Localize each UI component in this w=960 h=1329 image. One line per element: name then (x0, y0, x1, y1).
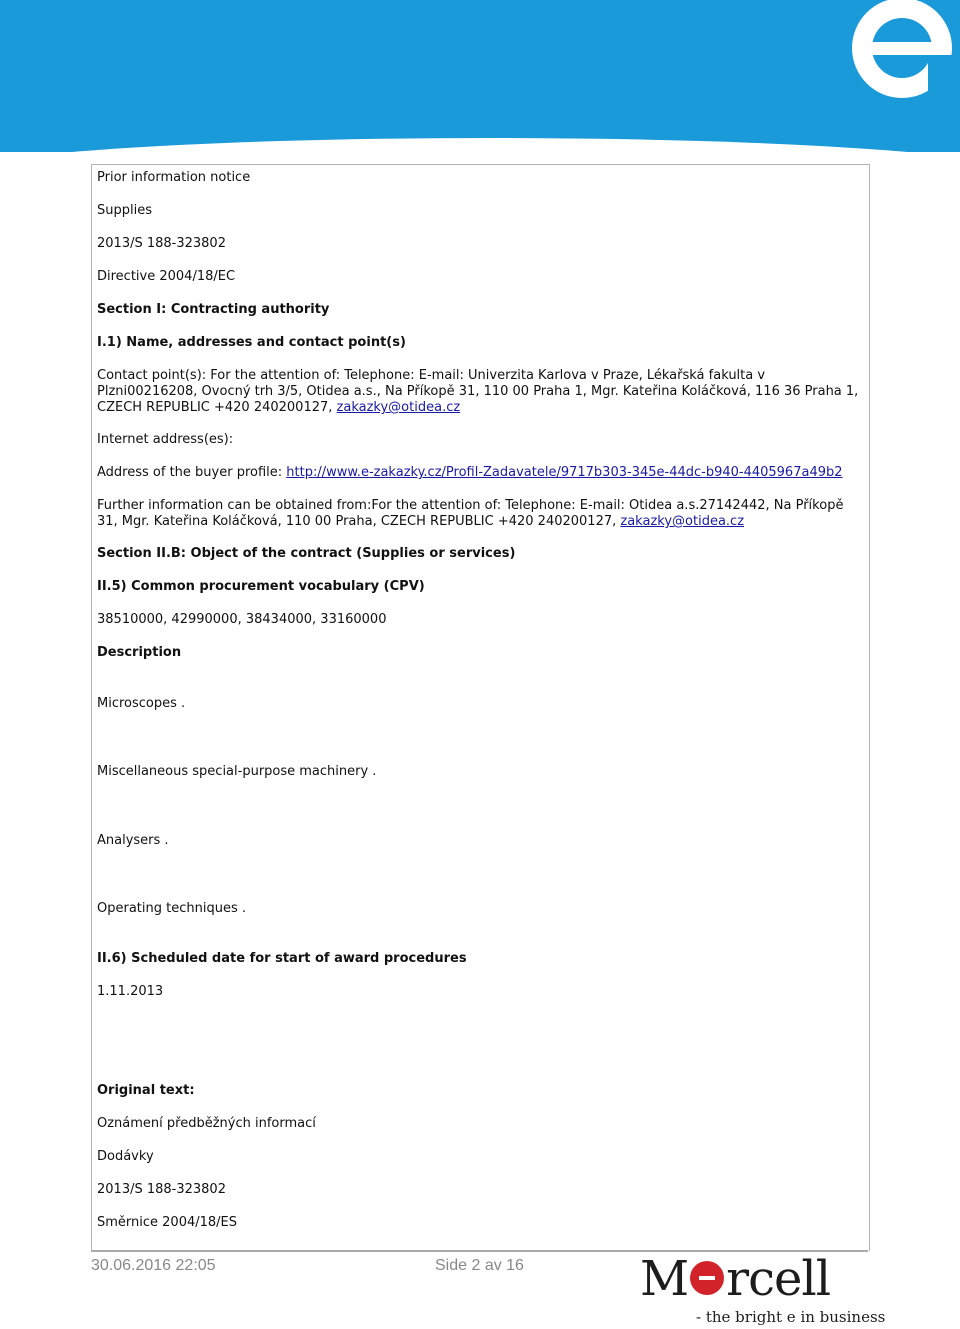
section-heading: Section I: Contracting authority (97, 302, 330, 317)
directive: Directive 2004/18/EC (97, 269, 236, 284)
description-item: Analysers . (97, 833, 169, 848)
notice-number: 2013/S 188-323802 (97, 236, 226, 251)
original-directive: Směrnice 2004/18/ES (97, 1215, 238, 1230)
contact-paragraph (97, 368, 865, 416)
logo-letter-m: M (640, 1251, 689, 1307)
description-item: Microscopes . (97, 696, 186, 711)
header-band (0, 0, 960, 152)
contact-text: Contact point(s): For the attention of: Telephone: E-mail: Univerzita Karlova v Praze, Lékařská fakulta v Plzni00216208, Ovocný trh 3/5, Otidea a.s., Na Příkopě 31, 110 00 Praha 1, Mgr. Kateřina Koláčková, 116 36 Praha 1, CZECH REPUBLIC +420 240200127, (97, 368, 859, 415)
subsection-heading: I.1) Name, addresses and contact point(s) (97, 335, 406, 350)
footer-page-number: Side 2 av 16 (435, 1257, 524, 1274)
scheduled-date: 1.11.2013 (97, 984, 164, 999)
further-info-email-link[interactable]: zakazky@otidea.cz (620, 514, 745, 529)
logo-letters-rcell: rcell (726, 1251, 831, 1307)
buyer-profile-label: Address of the buyer profile: (97, 465, 287, 480)
notice-title: Prior information notice (97, 170, 251, 185)
original-type: Dodávky (97, 1149, 154, 1164)
further-info-text: Further information can be obtained from:For the attention of: Telephone: E-mail: Otidea a.s.27142442, Na Příkopě 31, Mgr. Kateřina Koláčková, 110 00 Praha, CZECH REPUBLIC +420 240200127, (97, 498, 844, 529)
cpv-codes: 38510000, 42990000, 38434000, 33160000 (97, 612, 387, 627)
internet-address-label: Internet address(es): (97, 432, 234, 447)
original-title: Oznámení předběžných informací (97, 1116, 316, 1131)
description-item: Operating techniques . (97, 901, 246, 916)
footer-date: 30.06.2016 22:05 (91, 1257, 216, 1274)
e-logo-icon (832, 0, 960, 105)
subsection-heading: II.6) Scheduled date for start of award procedures (97, 951, 467, 966)
description-heading: Description (97, 645, 182, 660)
marcell-logo (640, 1251, 886, 1327)
section-heading: Section II.B: Object of the contract (Supplies or services) (97, 546, 516, 561)
email-link[interactable]: zakazky@otidea.cz (336, 400, 461, 415)
buyer-profile-line (97, 465, 865, 481)
buyer-profile-link[interactable]: http://www.e-zakazky.cz/Profil-Zadavatele/9717b303-345e-44dc-b940-4405967a49b2 (286, 465, 843, 480)
logo-wordmark (640, 1252, 830, 1306)
notice-type: Supplies (97, 203, 152, 218)
logo-tagline: - the bright e in business (696, 1308, 886, 1326)
notice-document (91, 164, 870, 1251)
original-number: 2013/S 188-323802 (97, 1182, 226, 1197)
original-text-heading: Original text: (97, 1083, 195, 1098)
further-info-paragraph (97, 498, 865, 530)
e-logo-icon (690, 1261, 724, 1295)
description-item: Miscellaneous special-purpose machinery . (97, 764, 377, 779)
subsection-heading: II.5) Common procurement vocabulary (CPV) (97, 579, 425, 594)
